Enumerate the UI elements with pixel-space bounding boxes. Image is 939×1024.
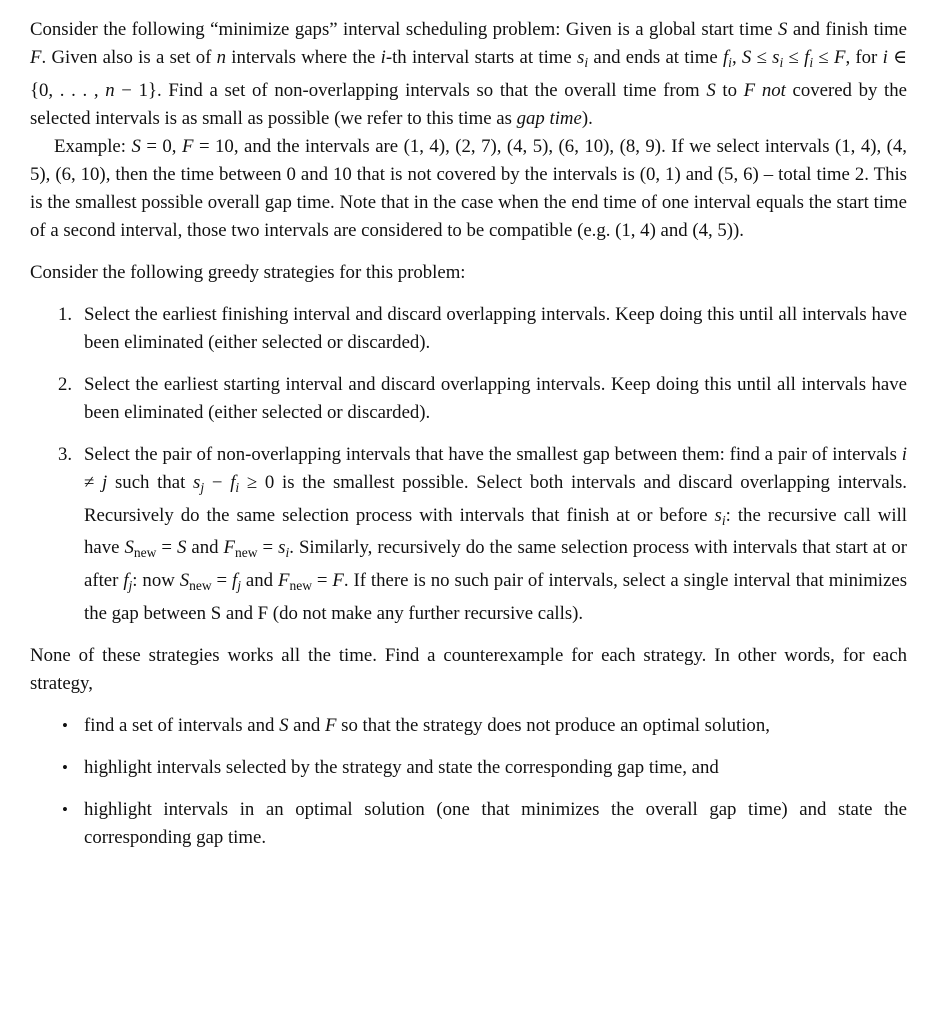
text-run: such that [107,471,194,493]
math-variable: F [182,135,194,157]
text-run: ≤ [813,47,834,68]
text-run: ≥ 0 is the smallest possible. Select both intervals and discard overlapping intervals. Recursively do the same selection process with intervals that finish at or before [84,471,907,526]
math-variable: s [278,537,286,559]
math-variable: s [577,47,585,68]
math-variable: F [324,714,337,736]
math-variable: S [131,135,141,157]
math-variable: S [706,79,716,101]
numbered-list-item [30,301,907,357]
math-variable: F [30,47,42,68]
text-run: Select the pair of non-overlapping intervals that have the smallest gap between them: find a pair of intervals [84,443,902,465]
text-run: -th interval starts at time [385,47,578,68]
math-subscript: new [133,545,157,561]
text-run: to [715,79,744,101]
text-run: and finish time [787,19,907,40]
text-run: Consider the following “minimize gaps” interval scheduling problem: Given is a global start time [30,19,778,40]
text-run: so that the strategy does not produce an optimal solution, [336,714,770,736]
list-number-marker: 1. [58,303,73,325]
text-run: Example: [54,135,132,157]
math-variable: F [277,570,290,592]
math-subscript: i [235,479,240,495]
math-variable: n [216,47,227,68]
text-run: = 10, and the intervals are (1, 4), (2, 7), (4, 5), (6, 10), (8, 9). If we select intervals (1, 4), (4, 5), (6, 10), then the time between 0 and 10 that is not covered by the intervals is (0, 1) and (5, 6) – total time 2. This is the smallest possible overall gap time. Note that in the case when the end time of one interval equals the start time of a second interval, those two intervals are considered to be compatible (e.g. (1, 4) and (4, 5)). [30,135,908,241]
bullet-marker: • [62,757,68,777]
math-variable: S [179,570,190,592]
text-run: covered by the selected intervals is as small as possible (we refer to this time as [30,79,908,129]
math-variable: n [105,79,115,101]
math-variable: gap time [516,107,582,129]
text-run: ≤ [751,47,773,68]
text-run: . Given also is a set of [41,47,217,68]
math-variable: F [743,79,756,101]
math-subscript: j [128,577,133,593]
math-variable: not [761,79,786,101]
math-variable: s [193,471,201,493]
text-run: ∈ {0, . . . , [30,47,907,101]
text-run: highlight intervals selected by the strategy and state the corresponding gap time, and [84,756,719,778]
math-subscript: i [779,54,784,70]
text-run: and ends at time [588,47,723,68]
math-subscript: i [728,54,732,70]
bulleted-list-item [30,754,907,782]
text-run: = [211,570,233,592]
text-run: Select the earliest finishing interval and discard overlapping intervals. Keep doing this until all intervals have been eliminated (either selected or discarded). [84,303,907,353]
text-run: . If there is no such pair of intervals, select a single interval that minimizes the gap between S and F (do not make any further recursive calls). [84,570,908,624]
text-run: and [186,537,224,559]
list-number-marker: 3. [58,443,73,465]
bullet-marker: • [62,715,68,735]
math-subscript: i [285,545,290,561]
math-variable: F [223,537,236,559]
text-run: ≤ [783,47,805,68]
math-variable: i [882,47,888,68]
paragraph [30,133,907,245]
math-variable: F [332,570,344,592]
math-subscript: new [289,577,312,593]
math-subscript: j [200,479,205,495]
math-variable: f [804,47,810,68]
math-variable: f [232,570,238,592]
math-variable: f [722,47,729,68]
text-run: = [257,537,279,559]
math-subscript: new [189,577,212,593]
text-run: = [156,537,177,559]
math-variable: j [102,471,108,493]
text-run: ≠ [84,471,103,493]
math-variable: S [279,714,289,736]
text-run: = 0, [140,135,182,157]
math-subscript: i [721,512,726,528]
math-variable: f [123,570,129,592]
text-run: highlight intervals in an optimal solution (one that minimizes the overall gap time) and state the corresponding gap time. [84,798,907,848]
math-variable: s [714,504,722,526]
math-variable: S [741,47,752,68]
text-run: − 1}. Find a set of non-overlapping intervals so that the overall time from [114,79,707,101]
text-run: , for [845,47,883,68]
text-run: . Similarly, recursively do the same selection process with intervals that start at or after [84,537,907,592]
paragraph [30,642,907,698]
numbered-list-item [30,371,907,427]
text-run: ). [581,107,593,129]
text-run: and [241,570,278,592]
text-run: Select the earliest starting interval and discard overlapping intervals. Keep doing this until all intervals have been eliminated (either selected or discarded). [84,373,907,423]
text-run [755,80,762,101]
numbered-list-item [30,441,907,628]
math-subscript: i [584,54,589,70]
text-run: Consider the following greedy strategies for this problem: [30,261,466,283]
list-number-marker: 2. [58,373,73,395]
paragraph [30,16,907,133]
math-variable: f [230,471,236,493]
math-variable: s [772,47,780,68]
bullet-marker: • [62,799,68,819]
bulleted-list-item [30,712,907,740]
math-variable: i [380,47,386,68]
text-run: , [731,47,742,68]
math-subscript: i [809,54,814,70]
math-variable: S [124,537,134,559]
math-variable: F [833,47,846,68]
math-variable: i [901,443,907,465]
math-subscript: j [237,577,242,593]
math-variable: S [177,537,187,559]
bulleted-list-item [30,796,907,852]
math-variable: S [777,19,788,40]
text-run: intervals where the [226,47,381,68]
text-run: − [204,471,231,493]
text-run: : now [132,570,180,592]
text-run: = [311,570,333,592]
paragraph [30,259,907,287]
math-subscript: new [235,545,258,561]
text-run: find a set of intervals and [84,714,280,736]
text-run: and [288,714,325,736]
text-run: None of these strategies works all the time. Find a counterexample for each strategy. In other words, for each strategy, [30,644,907,694]
text-run: : the recursive call will have [84,504,907,559]
